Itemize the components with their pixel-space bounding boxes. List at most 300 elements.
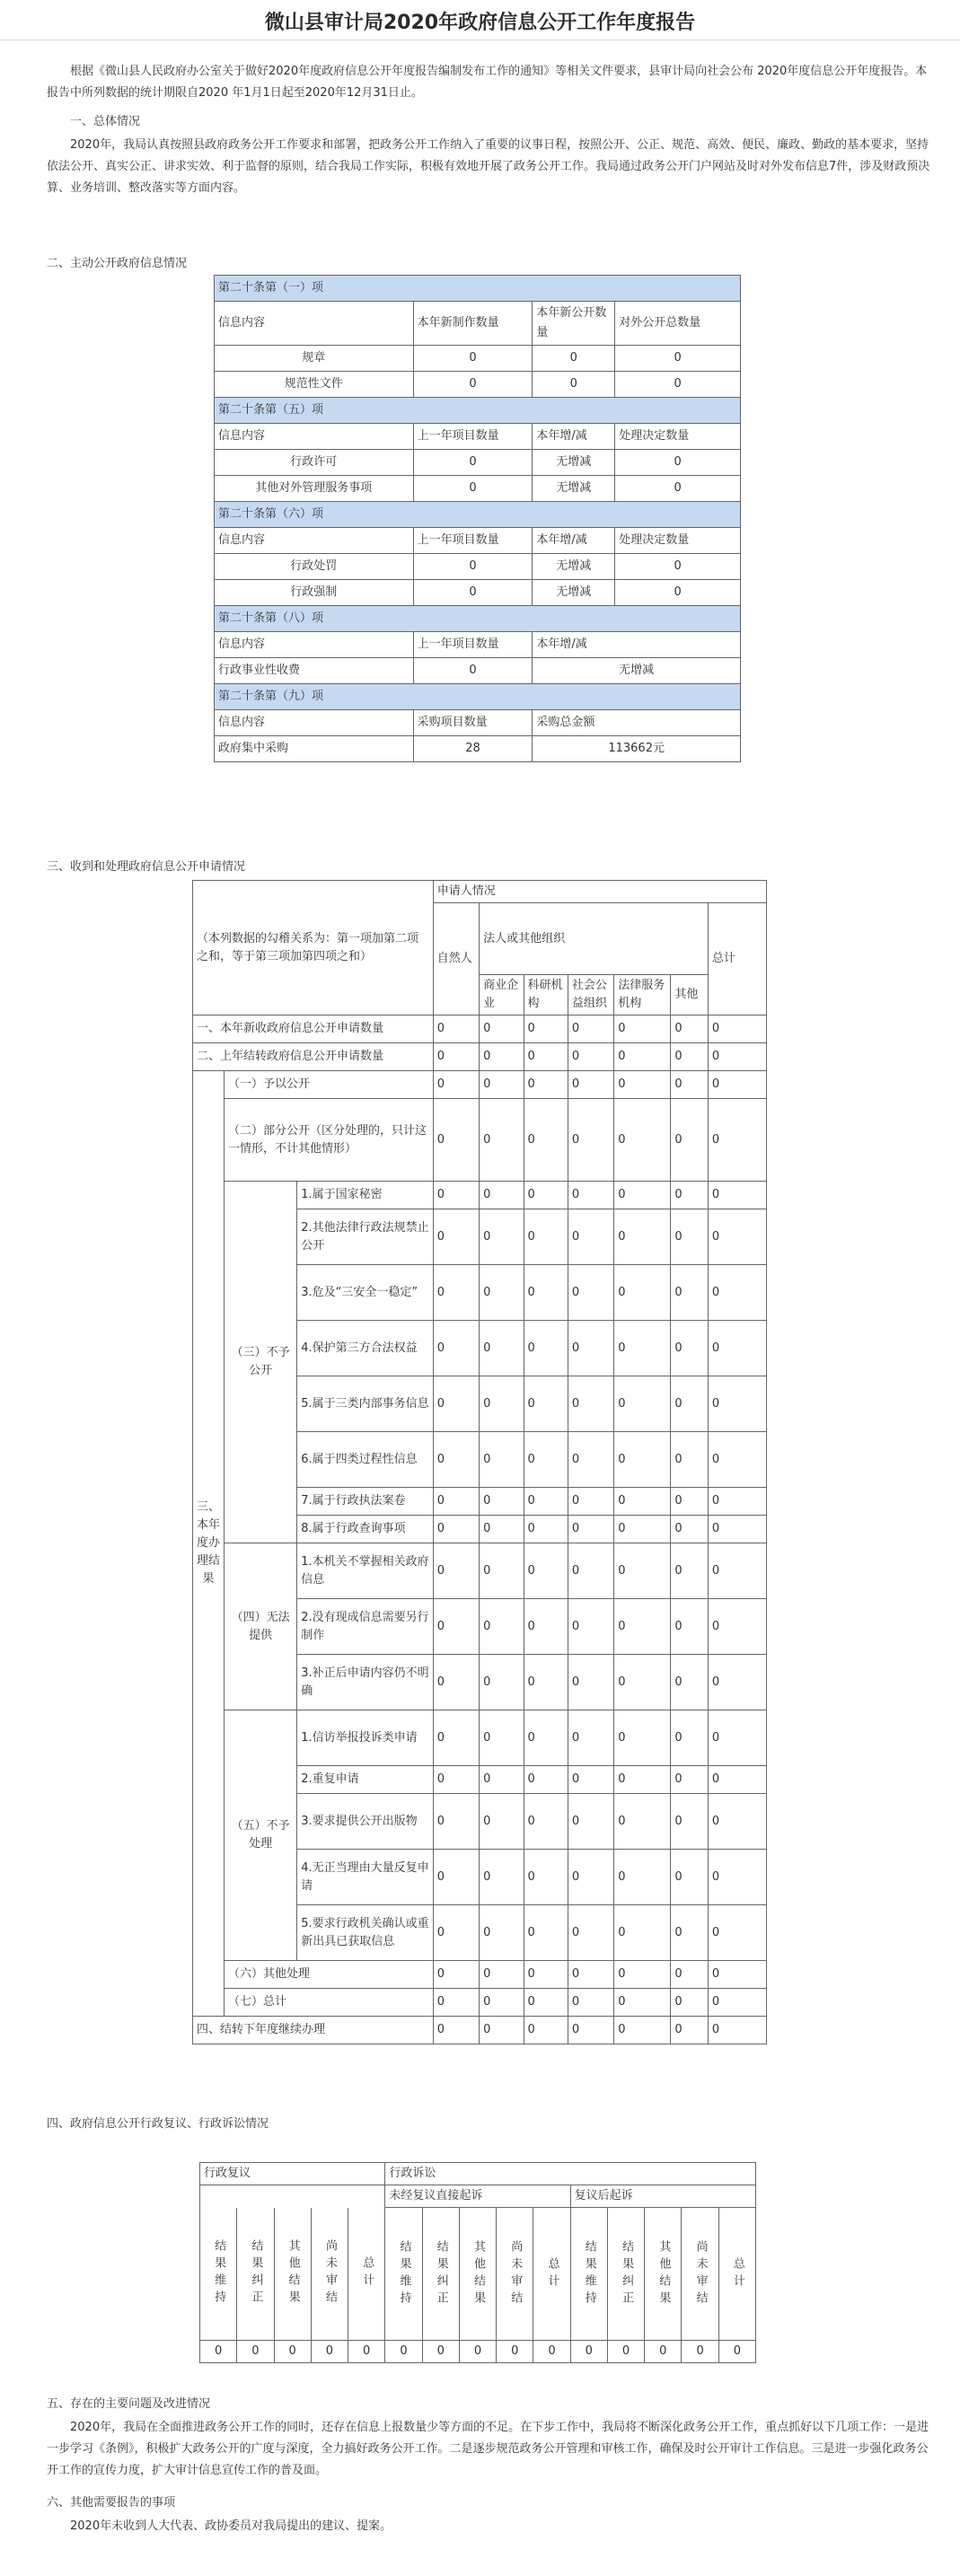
count-cell: 0 [708, 1850, 766, 1905]
count-cell: 0 [480, 1516, 524, 1543]
count-cell: 0 [433, 1015, 479, 1043]
count-cell: 0 [614, 1989, 671, 2017]
table-row [193, 1989, 767, 2017]
col-header: 信息内容 [215, 528, 414, 554]
section-row: 第二十条第（八）项 [215, 606, 741, 632]
count-cell: 0 [433, 1850, 479, 1905]
count-cell: 0 [614, 1488, 671, 1516]
row-label: 1.属于国家秘密 [297, 1182, 434, 1209]
count-cell: 0 [480, 1599, 524, 1655]
count-cell: 0 [671, 1543, 709, 1599]
col-header: 信息内容 [215, 632, 414, 658]
count-cell: 0 [433, 1655, 479, 1710]
table-cell: 0 [533, 372, 615, 398]
sub-header: 商业企业 [480, 975, 524, 1015]
table-cell: 规章 [215, 346, 414, 372]
count-cell: 0 [568, 1766, 613, 1794]
count-cell: 0 [524, 1543, 568, 1599]
col-header: 尚未审结 [682, 2208, 718, 2341]
count-cell: 0 [718, 2341, 755, 2363]
count-cell: 0 [671, 1071, 709, 1099]
count-cell: 0 [568, 1794, 613, 1850]
count-cell: 0 [568, 1710, 613, 1766]
count-cell: 0 [568, 1099, 613, 1182]
count-cell: 0 [708, 1376, 766, 1432]
section-row: 第二十条第（一）项 [215, 276, 741, 302]
row-label: 8.属于行政查询事项 [297, 1516, 434, 1543]
col-header: 结果纠正 [237, 2208, 274, 2341]
count-cell: 0 [480, 1099, 524, 1182]
section-row: 第二十条第（九）项 [215, 684, 741, 710]
count-cell: 0 [671, 1432, 709, 1488]
count-cell: 0 [708, 1182, 766, 1209]
count-cell: 0 [480, 1850, 524, 1905]
count-cell: 0 [614, 1099, 671, 1182]
count-cell: 0 [671, 1209, 709, 1265]
count-cell: 0 [524, 1599, 568, 1655]
count-cell: 0 [568, 1321, 613, 1376]
count-cell: 0 [671, 1850, 709, 1905]
count-cell: 0 [671, 1488, 709, 1516]
count-cell: 0 [433, 1599, 479, 1655]
count-cell: 0 [671, 1961, 709, 1989]
table-cell: 无增减 [533, 580, 615, 606]
count-cell: 0 [568, 1655, 613, 1710]
count-cell: 0 [480, 1376, 524, 1432]
count-cell: 0 [568, 1516, 613, 1543]
count-cell: 0 [480, 1766, 524, 1794]
table-cell: 无增减 [533, 554, 615, 580]
count-cell: 0 [708, 1766, 766, 1794]
row-label: 3.补正后申请内容仍不明确 [297, 1655, 434, 1710]
review-header: 行政复议 [200, 2163, 385, 2185]
table-cell: 0 [615, 450, 741, 476]
col-header: 上一年项目数量 [413, 632, 533, 658]
row-label: 3.危及“三安全一稳定” [297, 1265, 434, 1321]
count-cell: 0 [671, 1015, 709, 1043]
count-cell: 0 [480, 1488, 524, 1516]
section-heading-review-lawsuit: 四、政府信息公开行政复议、行政诉讼情况 [47, 2117, 269, 2131]
count-cell: 0 [708, 2017, 766, 2044]
page-title: 微山县审计局2020年政府信息公开工作年度报告 [264, 12, 696, 34]
count-cell: 0 [671, 1099, 709, 1182]
col-header: 本年增/减 [533, 424, 615, 450]
issues-paragraph: 2020年，我局在全面推进政务公开工作的同时，还存在信息上报数量少等方面的不足。在下步工作中，我局将不断深化政务公开工作，重点抓好以下几项工作：一是进一步学习《条例》，积极扩大政务公开的广度与深度，全力搞好政务公开工作。二是逐步规范政务公开管理和审核工作，确保及时公开审计工作信息。三是进一步强化政务公开工作的宣传力度，扩大审计信息宣传工作的普及面。 [47, 2421, 929, 2477]
table-row [193, 1071, 767, 1099]
count-cell: 0 [708, 1905, 766, 1961]
section-heading-overview: 一、总体情况 [70, 115, 141, 128]
row-label: 7.属于行政执法案卷 [297, 1488, 434, 1516]
col-header: 信息内容 [215, 424, 414, 450]
section-heading-active-disclosure: 二、主动公开政府信息情况 [47, 257, 188, 270]
count-cell: 0 [708, 1488, 766, 1516]
count-cell: 0 [614, 1850, 671, 1905]
count-cell: 0 [708, 1599, 766, 1655]
count-cell: 0 [614, 1599, 671, 1655]
section-row: 第二十条第（五）项 [215, 398, 741, 424]
count-cell: 0 [524, 1015, 568, 1043]
row-label: 2.没有现成信息需要另行制作 [297, 1599, 434, 1655]
count-cell: 0 [568, 1432, 613, 1488]
col-header: 采购项目数量 [413, 710, 533, 736]
col-header: 本年新制作数量 [413, 302, 533, 346]
count-cell: 0 [433, 1989, 479, 2017]
count-cell: 0 [708, 1015, 766, 1043]
col-header: 对外公开总数量 [615, 302, 741, 346]
table-cell: 0 [615, 372, 741, 398]
count-cell: 0 [708, 1516, 766, 1543]
count-cell: 0 [524, 1655, 568, 1710]
count-cell: 0 [645, 2341, 682, 2363]
col-header: 上一年项目数量 [413, 424, 533, 450]
count-cell: 0 [671, 1182, 709, 1209]
count-cell: 0 [671, 1043, 709, 1071]
count-cell: 0 [607, 2341, 644, 2363]
row-label: （七）总计 [225, 1989, 434, 2017]
count-cell: 0 [459, 2341, 496, 2363]
section-heading-applications: 三、收到和处理政府信息公开申请情况 [47, 860, 246, 874]
row-label: 6.属于四类过程性信息 [297, 1432, 434, 1488]
section-row: 第二十条第（六）项 [215, 502, 741, 528]
count-cell: 0 [614, 2017, 671, 2044]
count-cell: 0 [480, 1655, 524, 1710]
count-cell: 0 [614, 1961, 671, 1989]
count-cell: 0 [480, 1182, 524, 1209]
count-cell: 0 [200, 2341, 237, 2363]
count-cell: 0 [614, 1794, 671, 1850]
count-cell: 0 [480, 1015, 524, 1043]
row-group-label: （四）无法提供 [225, 1543, 297, 1710]
col-header: 结果维持 [385, 2208, 422, 2341]
count-cell: 0 [433, 1488, 479, 1516]
col-header: 上一年项目数量 [413, 528, 533, 554]
applicant-header: 申请人情况 [433, 881, 766, 903]
col-header: 结果纠正 [607, 2208, 644, 2341]
count-cell: 0 [671, 1655, 709, 1710]
count-cell: 0 [671, 1766, 709, 1794]
count-cell: 0 [614, 1432, 671, 1488]
count-cell: 0 [524, 1265, 568, 1321]
count-cell: 0 [480, 1989, 524, 2017]
other-paragraph: 2020年未收到人大代表、政协委员对我局提出的建议、提案。 [70, 2519, 392, 2533]
table-cell: 行政许可 [215, 450, 414, 476]
row-label: 1.信访举报投诉类申请 [297, 1710, 434, 1766]
count-cell: 0 [614, 1905, 671, 1961]
count-cell: 0 [614, 1209, 671, 1265]
count-cell: 0 [708, 1961, 766, 1989]
count-cell: 0 [568, 1488, 613, 1516]
count-cell: 0 [524, 1766, 568, 1794]
count-cell: 0 [524, 1850, 568, 1905]
legal-entity-header: 法人或其他组织 [480, 903, 709, 975]
col-header: 结果维持 [200, 2208, 237, 2341]
count-cell: 0 [570, 2341, 607, 2363]
count-cell: 0 [614, 1376, 671, 1432]
col-header: 其他结果 [459, 2208, 496, 2341]
count-cell: 0 [480, 1209, 524, 1265]
table-cell: 行政强制 [215, 580, 414, 606]
sub-header: 法律服务机构 [614, 975, 671, 1015]
count-cell: 0 [237, 2341, 274, 2363]
col-header: 其他结果 [645, 2208, 682, 2341]
natural-person-header: 自然人 [433, 903, 479, 1015]
count-cell: 0 [568, 1905, 613, 1961]
sub-header: 社会公益组织 [568, 975, 613, 1015]
row-label: （二）部分公开（区分处理的，只计这一情形，不计其他情形） [225, 1099, 434, 1182]
count-cell: 0 [385, 2341, 422, 2363]
count-cell: 0 [671, 1321, 709, 1376]
table-cell: 28 [413, 736, 533, 762]
row-label: 4.无正当理由大量反复申请 [297, 1850, 434, 1905]
col-header: 处理决定数量 [615, 528, 741, 554]
count-cell: 0 [671, 1516, 709, 1543]
col-header: 结果纠正 [422, 2208, 459, 2341]
table-cell: 0 [615, 476, 741, 502]
table-cell: 行政事业性收费 [215, 658, 414, 684]
lawsuit-header: 行政诉讼 [385, 2163, 756, 2185]
count-cell: 0 [480, 1905, 524, 1961]
col-header: 总计 [348, 2208, 385, 2341]
count-cell: 0 [497, 2341, 533, 2363]
count-cell: 0 [568, 1543, 613, 1599]
section-heading-issues: 五、存在的主要问题及改进情况 [47, 2397, 211, 2411]
count-cell: 0 [708, 1321, 766, 1376]
count-cell: 0 [671, 1376, 709, 1432]
count-cell: 0 [568, 1599, 613, 1655]
table-row [193, 1182, 767, 1209]
col-header: 信息内容 [215, 710, 414, 736]
count-cell: 0 [433, 1710, 479, 1766]
count-cell: 0 [480, 1794, 524, 1850]
table-cell: 0 [615, 554, 741, 580]
count-cell: 0 [480, 1071, 524, 1099]
count-cell: 0 [682, 2341, 718, 2363]
count-cell: 0 [524, 1209, 568, 1265]
table-cell: 0 [615, 580, 741, 606]
row-label: 3.要求提供公开出版物 [297, 1794, 434, 1850]
count-cell: 0 [671, 1905, 709, 1961]
count-cell: 0 [524, 1488, 568, 1516]
row-label: 一、本年新收政府信息公开申请数量 [193, 1015, 434, 1043]
table-cell: 规范性文件 [215, 372, 414, 398]
count-cell: 0 [524, 1710, 568, 1766]
count-cell: 0 [274, 2341, 311, 2363]
col-header: 本年新公开数量 [533, 302, 615, 346]
count-cell: 0 [433, 1209, 479, 1265]
table-row [193, 2017, 767, 2044]
table-cell: 政府集中采购 [215, 736, 414, 762]
row-label: 5.属于三类内部事务信息 [297, 1376, 434, 1432]
count-cell: 0 [524, 1516, 568, 1543]
count-cell: 0 [708, 1099, 766, 1182]
count-cell: 0 [568, 1015, 613, 1043]
count-cell: 0 [708, 1989, 766, 2017]
count-cell: 0 [433, 1071, 479, 1099]
count-cell: 0 [568, 1989, 613, 2017]
table-cell: 113662元 [533, 736, 741, 762]
col-header: 采购总金额 [533, 710, 741, 736]
intro-paragraph: 根据《微山县人民政府办公室关于做好2020年度政府信息公开年度报告编制发布工作的通知》等相关文件要求，县审计局向社会公布 2020年度信息公开年度报告。本报告中所列数据的统计期限自2020 年1月1日起至2020年12月31日止。 [47, 65, 928, 100]
col-header: 结果维持 [570, 2208, 607, 2341]
total-header: 总计 [708, 903, 766, 1015]
table-row [193, 1043, 767, 1071]
row-label: 2.重复申请 [297, 1766, 434, 1794]
row-label: 5.要求行政机关确认或重新出具已获取信息 [297, 1905, 434, 1961]
col-header: 其他结果 [274, 2208, 311, 2341]
count-cell: 0 [433, 1543, 479, 1599]
table-cell: 0 [533, 346, 615, 372]
count-cell: 0 [671, 2017, 709, 2044]
col-header: 尚未审结 [311, 2208, 348, 2341]
count-cell: 0 [614, 1766, 671, 1794]
table-row [193, 1099, 767, 1182]
note-cell: （本列数据的勾稽关系为：第一项加第二项之和，等于第三项加第四项之和） [193, 881, 434, 1015]
count-cell: 0 [708, 1543, 766, 1599]
col-header: 信息内容 [215, 302, 414, 346]
col-header: 尚未审结 [497, 2208, 533, 2341]
row-group-label: 三、本年度办理结果 [193, 1071, 225, 2017]
count-cell: 0 [708, 1655, 766, 1710]
count-cell: 0 [568, 1265, 613, 1321]
overview-paragraph: 2020年，我局认真按照县政府政务公开工作要求和部署，把政务公开工作纳入了重要的议事日程，按照公开、公正、规范、高效、便民、廉政、勤政的基本要求，坚持依法公开、真实公正、讲求实效、利于监督的原则，结合我局工作实际，积极有效地开展了政务公开工作。我局通过政务公开门户网站及时对外发布信息7件，涉及财政预决算、业务培训、整改落实等方面内容。 [47, 138, 930, 195]
review-lawsuit-table [199, 2162, 756, 2363]
count-cell: 0 [433, 1432, 479, 1488]
count-cell: 0 [533, 2341, 570, 2363]
direct-lawsuit-header: 未经复议直接起诉 [385, 2185, 570, 2208]
row-label: （六）其他处理 [225, 1961, 434, 1989]
applications-table [192, 880, 767, 2044]
table-row [193, 1015, 767, 1043]
row-label: 四、结转下年度继续办理 [193, 2017, 434, 2044]
count-cell: 0 [348, 2341, 385, 2363]
count-cell: 0 [433, 1099, 479, 1182]
row-label: 2.其他法律行政法规禁止公开 [297, 1209, 434, 1265]
count-cell: 0 [708, 1265, 766, 1321]
count-cell: 0 [708, 1209, 766, 1265]
count-cell: 0 [433, 1516, 479, 1543]
row-group-label: （三）不予公开 [225, 1182, 297, 1543]
count-cell: 0 [671, 1989, 709, 2017]
after-review-header: 复议后起诉 [570, 2185, 755, 2208]
table-cell: 0 [615, 346, 741, 372]
section-heading-other: 六、其他需要报告的事项 [47, 2496, 176, 2510]
count-cell: 0 [422, 2341, 459, 2363]
count-cell: 0 [480, 1961, 524, 1989]
col-header: 处理决定数量 [615, 424, 741, 450]
count-cell: 0 [614, 1265, 671, 1321]
count-cell: 0 [524, 1043, 568, 1071]
count-cell: 0 [524, 1321, 568, 1376]
count-cell: 0 [568, 1961, 613, 1989]
table-cell: 0 [413, 450, 533, 476]
count-cell: 0 [568, 1850, 613, 1905]
count-cell: 0 [480, 1543, 524, 1599]
count-cell: 0 [433, 1794, 479, 1850]
table-cell: 行政处罚 [215, 554, 414, 580]
table-cell: 其他对外管理服务事项 [215, 476, 414, 502]
table-row [193, 1543, 767, 1599]
table-cell: 0 [413, 372, 533, 398]
count-cell: 0 [568, 1182, 613, 1209]
count-cell: 0 [524, 1099, 568, 1182]
count-cell: 0 [433, 1043, 479, 1071]
count-cell: 0 [708, 1043, 766, 1071]
count-cell: 0 [614, 1182, 671, 1209]
count-cell: 0 [671, 1710, 709, 1766]
count-cell: 0 [433, 1265, 479, 1321]
row-label: 1.本机关不掌握相关政府信息 [297, 1543, 434, 1599]
col-header: 总计 [718, 2208, 755, 2341]
count-cell: 0 [433, 1182, 479, 1209]
count-cell: 0 [524, 1071, 568, 1099]
table-cell: 无增减 [533, 450, 615, 476]
col-header: 总计 [533, 2208, 570, 2341]
count-cell: 0 [614, 1543, 671, 1599]
table-cell: 0 [413, 346, 533, 372]
table-cell: 无增减 [533, 476, 615, 502]
count-cell: 0 [524, 2017, 568, 2044]
count-cell: 0 [671, 1265, 709, 1321]
count-cell: 0 [614, 1015, 671, 1043]
count-cell: 0 [480, 1432, 524, 1488]
count-cell: 0 [433, 2017, 479, 2044]
row-group-label: （五）不予处理 [225, 1710, 297, 1961]
count-cell: 0 [433, 1905, 479, 1961]
count-cell: 0 [568, 1043, 613, 1071]
count-cell: 0 [568, 1209, 613, 1265]
active-disclosure-table [214, 275, 741, 762]
count-cell: 0 [708, 1710, 766, 1766]
count-cell: 0 [433, 1766, 479, 1794]
count-cell: 0 [671, 1599, 709, 1655]
count-cell: 0 [524, 1794, 568, 1850]
count-cell: 0 [671, 1794, 709, 1850]
count-cell: 0 [480, 2017, 524, 2044]
count-cell: 0 [524, 1989, 568, 2017]
blank-cell [200, 2185, 385, 2208]
table-row [193, 1710, 767, 1766]
row-label: （一）予以公开 [225, 1071, 434, 1099]
count-cell: 0 [524, 1961, 568, 1989]
table-cell: 0 [413, 580, 533, 606]
count-cell: 0 [614, 1710, 671, 1766]
col-header: 本年增/减 [533, 632, 741, 658]
count-cell: 0 [614, 1321, 671, 1376]
count-cell: 0 [433, 1961, 479, 1989]
table-cell: 0 [413, 554, 533, 580]
count-cell: 0 [614, 1043, 671, 1071]
table-cell: 无增减 [533, 658, 741, 684]
count-cell: 0 [614, 1655, 671, 1710]
count-cell: 0 [311, 2341, 348, 2363]
count-cell: 0 [433, 1376, 479, 1432]
count-cell: 0 [524, 1905, 568, 1961]
count-cell: 0 [568, 1376, 613, 1432]
table-row [193, 1961, 767, 1989]
count-cell: 0 [614, 1516, 671, 1543]
count-cell: 0 [433, 1321, 479, 1376]
row-label: 二、上年结转政府信息公开申请数量 [193, 1043, 434, 1071]
sub-header: 科研机构 [524, 975, 568, 1015]
count-cell: 0 [568, 2017, 613, 2044]
table-cell: 0 [413, 658, 533, 684]
count-cell: 0 [614, 1071, 671, 1099]
count-cell: 0 [708, 1432, 766, 1488]
count-cell: 0 [524, 1432, 568, 1488]
row-label: 4.保护第三方合法权益 [297, 1321, 434, 1376]
count-cell: 0 [568, 1071, 613, 1099]
count-cell: 0 [708, 1071, 766, 1099]
